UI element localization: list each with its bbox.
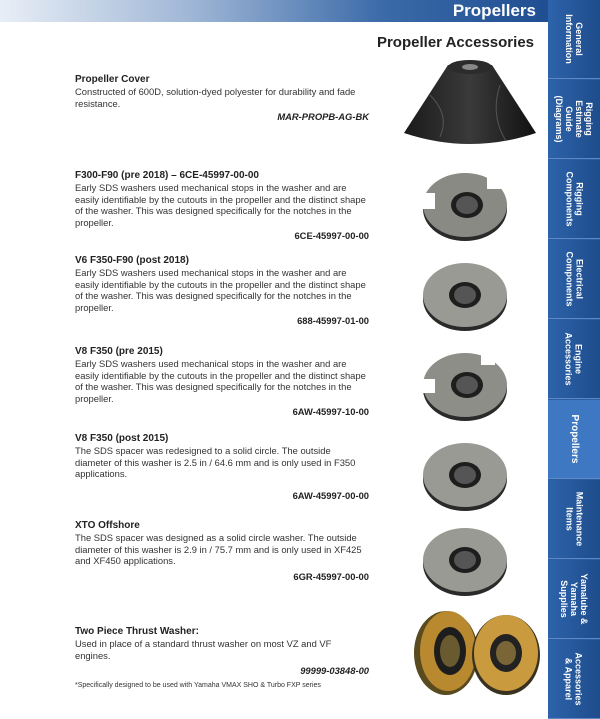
footnote: *Specifically designed to be used with Yamaha VMAX SHO & Turbo FXP series xyxy=(75,682,321,689)
product-description: Early SDS washers used mechanical stops in the washer and are easily identifiable by the cutouts in the propeller and the distinct shape of the washer. This was designed specifically for the notches in the propeller. xyxy=(75,182,366,228)
product-two-piece-thrust-washer xyxy=(75,626,369,676)
tab-rigging-components[interactable]: Rigging Components xyxy=(548,160,600,239)
part-number: 6CE-45997-00-00 xyxy=(294,230,369,241)
product-description: Early SDS washers used mechanical stops in the washer and are easily identifiable by the cutouts in the propeller and the distinct shape of the washer. This was designed specifically for the notches in the propeller. xyxy=(75,267,366,313)
tab-accessories-apparel[interactable]: Accessories & Apparel xyxy=(548,640,600,719)
washer-6gr-image xyxy=(415,520,515,600)
product-v8-f350-pre-2015 xyxy=(75,346,369,417)
product-title: V8 F350 (post 2015) xyxy=(75,433,169,444)
part-number: 6GR-45997-00-00 xyxy=(293,570,369,582)
tab-engine-accessories[interactable]: Engine Accessories xyxy=(548,320,600,399)
part-number: MAR-PROPB-AG-BK xyxy=(277,111,369,122)
product-xto-offshore xyxy=(75,520,369,582)
side-tab-bar xyxy=(548,0,600,716)
product-f300-f90 xyxy=(75,170,369,241)
product-title: V6 F350-F90 (post 2018) xyxy=(75,255,189,266)
tab-general-information[interactable]: General Information xyxy=(548,0,600,79)
tab-yamalube-supplies[interactable]: Yamalube & Yamaha Supplies xyxy=(548,560,600,639)
product-description: The SDS spacer was redesigned to a solid circle. The outside diameter of this washer is 2.5 in / 64.6 mm and is only used in F350 applications. xyxy=(75,445,356,479)
product-v8-f350-post-2015 xyxy=(75,433,369,501)
product-title: V8 F350 (pre 2015) xyxy=(75,346,163,357)
propeller-cover-image xyxy=(400,55,540,155)
product-description: Used in place of a standard thrust washer on most VZ and VF engines. xyxy=(75,638,332,661)
product-v6-f350 xyxy=(75,255,369,326)
product-description: The SDS spacer was designed as a solid circle washer. The outside diameter of this washer is 2.9 in / 75.7 mm and is only used in XF425 and XF450 applications. xyxy=(75,532,362,566)
page-subtitle: Propeller Accessories xyxy=(376,34,534,51)
part-number: 688-45997-01-00 xyxy=(297,315,369,326)
washer-6aw-pre-image xyxy=(415,345,515,425)
washer-688-image xyxy=(415,255,515,335)
tab-electrical-components[interactable]: Electrical Components xyxy=(548,240,600,319)
thrust-washer-image xyxy=(408,605,544,700)
washer-6aw-post-image xyxy=(415,435,515,515)
product-propeller-cover xyxy=(75,74,369,122)
tab-maintenance-items[interactable]: Maintenance Items xyxy=(548,480,600,559)
product-title: Two Piece Thrust Washer: xyxy=(75,626,199,637)
product-description: Constructed of 600D, solution-dyed polyester for durability and fade resistance. xyxy=(75,86,356,109)
part-number: 99999-03848-00 xyxy=(300,665,369,676)
product-title: XTO Offshore xyxy=(75,520,140,531)
section-title: Propellers xyxy=(452,1,536,20)
tab-propellers[interactable]: Propellers xyxy=(548,400,600,479)
product-title: F300-F90 (pre 2018) – 6CE-45997-00-00 xyxy=(75,170,259,181)
product-title: Propeller Cover xyxy=(75,74,150,85)
part-number: 6AW-45997-10-00 xyxy=(292,406,369,417)
part-number: 6AW-45997-00-00 xyxy=(292,489,369,501)
product-description: Early SDS washers used mechanical stops in the washer and are easily identifiable by the cutouts in the propeller and the distinct shape of the washer. This was designed specifically for the notches in the propeller. xyxy=(75,358,366,404)
washer-6ce-image xyxy=(415,165,515,245)
tab-rigging-estimate-guide[interactable]: Rigging Estimate Guide (Diagrams) xyxy=(548,80,600,159)
